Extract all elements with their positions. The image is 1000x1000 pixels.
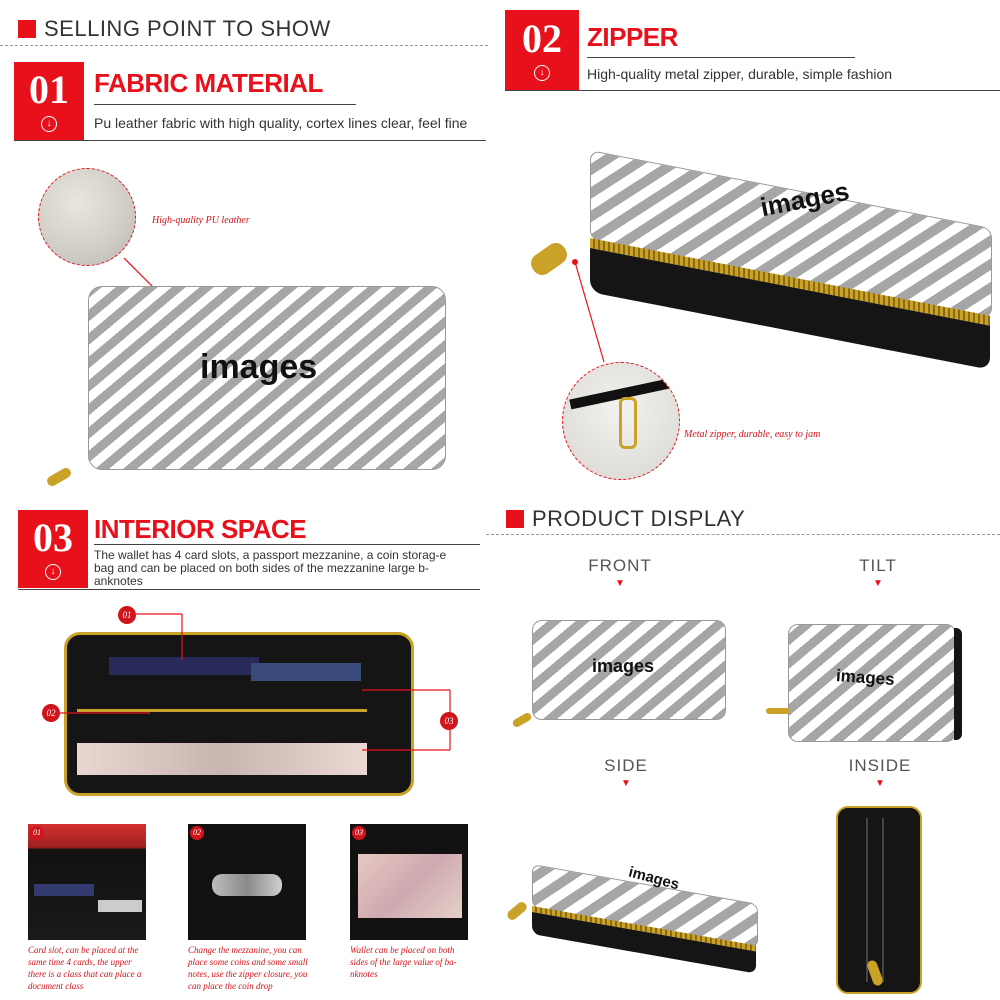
- feature-02-desc: High-quality metal zipper, durable, simple fashion: [587, 66, 893, 82]
- callout-01-icon: 01: [118, 606, 136, 624]
- feature-number: 03: [33, 515, 73, 560]
- view-label-inside: INSIDE: [848, 756, 912, 775]
- brand-text: images: [757, 175, 852, 223]
- callout-03-icon: 03: [440, 712, 458, 730]
- brand-text: images: [200, 348, 318, 386]
- feature-03-desc: The wallet has 4 card slots, a passport mezzanine, a coin storag-e bag and can be placed on both sides of the mezzanine large b-anknotes: [94, 548, 447, 588]
- photo-03-badge: 03: [352, 826, 366, 840]
- view-label-side: SIDE: [604, 756, 648, 775]
- wallet-inside-view: [836, 806, 922, 994]
- divider: [486, 534, 1000, 536]
- card-slot-note: Card slot, can be placed at the same time 4 cards, the upper there is a class that can place a document class: [28, 945, 142, 991]
- section-marker-icon: [506, 510, 524, 528]
- down-arrow-icon: ↓: [41, 116, 57, 132]
- feature-01-desc: Pu leather fabric with high quality, cortex lines clear, feel fine: [94, 115, 468, 131]
- brand-text: images: [835, 665, 896, 690]
- pu-leather-note: High-quality PU leather: [152, 215, 250, 226]
- banknote-photo: [350, 824, 468, 940]
- feature-03-title: INTERIOR SPACE: [94, 514, 307, 544]
- down-arrow-icon: ↓: [534, 65, 550, 81]
- view-label-tilt: TILT: [859, 556, 897, 575]
- down-arrow-icon: ▼: [615, 578, 625, 589]
- feature-01-title: FABRIC MATERIAL: [94, 68, 323, 98]
- feature-02-title: ZIPPER: [587, 22, 678, 52]
- zipper-pull-icon: [766, 708, 790, 714]
- feature-number: 02: [522, 16, 562, 61]
- coin-pocket-note: Change the mezzanine, you can place some coins and some small notes, use the zipper closure, you can place the coin drop: [188, 945, 308, 991]
- photo-01-badge: 01: [30, 826, 44, 840]
- brand-text: images: [626, 863, 682, 894]
- card-slot-photo: [28, 824, 146, 940]
- view-label-front: FRONT: [588, 556, 652, 575]
- callout-02-icon: 02: [42, 704, 60, 722]
- coin-pocket-photo: [188, 824, 306, 940]
- product-display-title: PRODUCT DISPLAY: [532, 506, 746, 531]
- down-arrow-icon: ▼: [875, 778, 885, 789]
- banknote-note: Wallet can be placed on both sides of the large value of ba-nknotes: [350, 945, 457, 979]
- selling-point-title: SELLING POINT TO SHOW: [44, 16, 331, 41]
- brand-text: images: [592, 656, 655, 676]
- feature-number: 01: [29, 67, 69, 112]
- down-arrow-icon: ↓: [45, 564, 61, 580]
- photo-02-badge: 02: [190, 826, 204, 840]
- metal-zipper-note: Metal zipper, durable, easy to jam: [684, 429, 821, 440]
- down-arrow-icon: ▼: [873, 578, 883, 589]
- down-arrow-icon: ▼: [621, 778, 631, 789]
